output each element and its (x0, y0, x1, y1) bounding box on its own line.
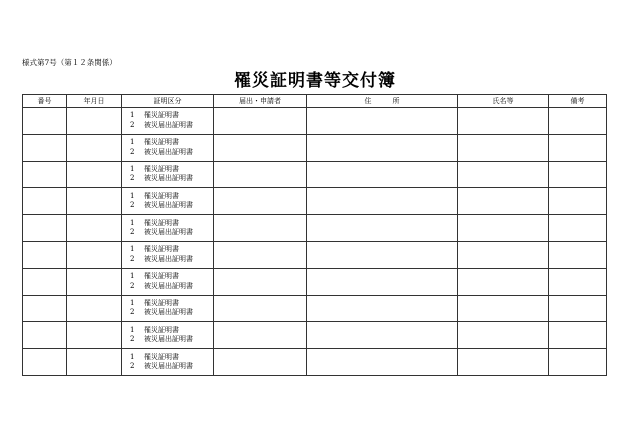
cell-address[interactable] (307, 322, 458, 349)
certificate-option[interactable] (122, 174, 213, 184)
cell-certificate-type (122, 215, 214, 242)
cell-name[interactable] (458, 215, 549, 242)
certificate-option-label: 被災届出証明書 (144, 201, 193, 210)
certificate-option[interactable] (122, 138, 213, 148)
cell-applicant[interactable] (214, 161, 307, 188)
cell-number[interactable] (23, 349, 67, 376)
certificate-option[interactable] (122, 121, 213, 131)
cell-address[interactable] (307, 215, 458, 242)
certificate-option-number: 1 (130, 298, 135, 307)
table-row (23, 161, 607, 188)
table-row (23, 215, 607, 242)
cell-address[interactable] (307, 161, 458, 188)
cell-number[interactable] (23, 188, 67, 215)
cell-address[interactable] (307, 295, 458, 322)
column-header-date: 年月日 (67, 95, 122, 108)
certificate-option-label: 被災届出証明書 (144, 281, 193, 290)
cell-remarks[interactable] (549, 241, 607, 268)
certificate-option-number: 1 (130, 245, 135, 254)
certificate-option-label: 被災届出証明書 (144, 228, 193, 237)
certificate-option-label: 罹災証明書 (144, 325, 179, 334)
certificate-option-number: 1 (130, 352, 135, 361)
cell-date[interactable] (67, 322, 122, 349)
cell-name[interactable] (458, 241, 549, 268)
certificate-option-number: 2 (130, 228, 135, 237)
cell-applicant[interactable] (214, 322, 307, 349)
cell-address[interactable] (307, 241, 458, 268)
certificate-option[interactable] (122, 362, 213, 372)
certificate-option-label: 罹災証明書 (144, 191, 179, 200)
cell-number[interactable] (23, 322, 67, 349)
certificate-option-label: 罹災証明書 (144, 111, 179, 120)
certificate-option-label: 被災届出証明書 (144, 147, 193, 156)
table-row (23, 134, 607, 161)
certificate-option-label: 罹災証明書 (144, 138, 179, 147)
certificate-option-number: 2 (130, 281, 135, 290)
header-row (23, 95, 607, 108)
cell-date[interactable] (67, 108, 122, 135)
cell-date[interactable] (67, 134, 122, 161)
certificate-option-number: 2 (130, 335, 135, 344)
cell-number[interactable] (23, 108, 67, 135)
certificate-option-label: 罹災証明書 (144, 352, 179, 361)
certificate-option[interactable] (122, 335, 213, 345)
table-row (23, 322, 607, 349)
cell-name[interactable] (458, 268, 549, 295)
table-row (23, 295, 607, 322)
table-row (23, 241, 607, 268)
cell-remarks[interactable] (549, 215, 607, 242)
cell-remarks[interactable] (549, 161, 607, 188)
cell-name[interactable] (458, 322, 549, 349)
cell-applicant[interactable] (214, 134, 307, 161)
certificate-option[interactable] (122, 326, 213, 336)
certificate-option[interactable] (122, 228, 213, 238)
cell-address[interactable] (307, 268, 458, 295)
certificate-option-number: 1 (130, 138, 135, 147)
ledger-table (22, 94, 607, 376)
certificate-option-number: 1 (130, 164, 135, 173)
cell-date[interactable] (67, 295, 122, 322)
form-reference: 様式第7号（第１２条関係） (22, 58, 117, 67)
cell-certificate-type (122, 322, 214, 349)
column-header-name: 氏名等 (458, 95, 549, 108)
cell-applicant[interactable] (214, 268, 307, 295)
cell-remarks[interactable] (549, 322, 607, 349)
certificate-option-label: 被災届出証明書 (144, 362, 193, 371)
column-header-certificate-type: 証明区分 (122, 95, 214, 108)
cell-remarks[interactable] (549, 134, 607, 161)
cell-remarks[interactable] (549, 295, 607, 322)
cell-applicant[interactable] (214, 349, 307, 376)
cell-certificate-type (122, 108, 214, 135)
certificate-option-label: 罹災証明書 (144, 272, 179, 281)
certificate-option[interactable] (122, 245, 213, 255)
certificate-option-label: 罹災証明書 (144, 164, 179, 173)
cell-date[interactable] (67, 161, 122, 188)
cell-number[interactable] (23, 268, 67, 295)
certificate-option[interactable] (122, 282, 213, 292)
cell-applicant[interactable] (214, 295, 307, 322)
certificate-option-label: 罹災証明書 (144, 298, 179, 307)
cell-address[interactable] (307, 134, 458, 161)
cell-number[interactable] (23, 215, 67, 242)
certificate-option[interactable] (122, 353, 213, 363)
cell-name[interactable] (458, 349, 549, 376)
table-row (23, 268, 607, 295)
cell-number[interactable] (23, 134, 67, 161)
cell-address[interactable] (307, 349, 458, 376)
column-header-address: 住 所 (307, 95, 458, 108)
certificate-option-number: 2 (130, 120, 135, 129)
cell-number[interactable] (23, 241, 67, 268)
cell-number[interactable] (23, 295, 67, 322)
certificate-option[interactable] (122, 148, 213, 158)
column-header-number: 番号 (23, 95, 67, 108)
cell-applicant[interactable] (214, 188, 307, 215)
certificate-option-number: 2 (130, 308, 135, 317)
cell-date[interactable] (67, 215, 122, 242)
cell-address[interactable] (307, 188, 458, 215)
certificate-option-label: 罹災証明書 (144, 245, 179, 254)
certificate-option-number: 1 (130, 218, 135, 227)
cell-applicant[interactable] (214, 241, 307, 268)
certificate-option[interactable] (122, 272, 213, 282)
cell-number[interactable] (23, 161, 67, 188)
certificate-option-label: 被災届出証明書 (144, 120, 193, 129)
certificate-option-label: 被災届出証明書 (144, 254, 193, 263)
cell-name[interactable] (458, 161, 549, 188)
certificate-option-label: 被災届出証明書 (144, 174, 193, 183)
cell-certificate-type (122, 188, 214, 215)
cell-remarks[interactable] (549, 268, 607, 295)
cell-certificate-type (122, 134, 214, 161)
certificate-option[interactable] (122, 111, 213, 121)
certificate-option-number: 2 (130, 362, 135, 371)
certificate-option[interactable] (122, 192, 213, 202)
certificate-option-number: 1 (130, 272, 135, 281)
certificate-option-number: 2 (130, 254, 135, 263)
cell-remarks[interactable] (549, 188, 607, 215)
table-row (23, 108, 607, 135)
cell-applicant[interactable] (214, 215, 307, 242)
cell-certificate-type (122, 349, 214, 376)
certificate-option-number: 1 (130, 325, 135, 334)
cell-certificate-type (122, 161, 214, 188)
cell-date[interactable] (67, 349, 122, 376)
certificate-option-number: 1 (130, 111, 135, 120)
cell-remarks[interactable] (549, 349, 607, 376)
certificate-option-number: 2 (130, 201, 135, 210)
certificate-option-label: 被災届出証明書 (144, 335, 193, 344)
column-header-remarks: 備考 (549, 95, 607, 108)
certificate-option[interactable] (122, 219, 213, 229)
cell-name[interactable] (458, 188, 549, 215)
certificate-option[interactable] (122, 201, 213, 211)
cell-certificate-type (122, 241, 214, 268)
table-row (23, 349, 607, 376)
certificate-option[interactable] (122, 308, 213, 318)
cell-remarks[interactable] (549, 108, 607, 135)
certificate-option[interactable] (122, 255, 213, 265)
cell-address[interactable] (307, 108, 458, 135)
column-header-applicant: 届出・申請者 (214, 95, 307, 108)
cell-date[interactable] (67, 188, 122, 215)
cell-certificate-type (122, 295, 214, 322)
cell-date[interactable] (67, 268, 122, 295)
cell-certificate-type (122, 268, 214, 295)
certificate-option-number: 1 (130, 191, 135, 200)
certificate-option-number: 2 (130, 147, 135, 156)
certificate-option-number: 2 (130, 174, 135, 183)
cell-date[interactable] (67, 241, 122, 268)
cell-name[interactable] (458, 134, 549, 161)
cell-name[interactable] (458, 108, 549, 135)
certificate-option-label: 罹災証明書 (144, 218, 179, 227)
table-row (23, 188, 607, 215)
certificate-option-label: 被災届出証明書 (144, 308, 193, 317)
page-title: 罹災証明書等交付簿 (234, 71, 396, 91)
cell-applicant[interactable] (214, 108, 307, 135)
cell-name[interactable] (458, 295, 549, 322)
